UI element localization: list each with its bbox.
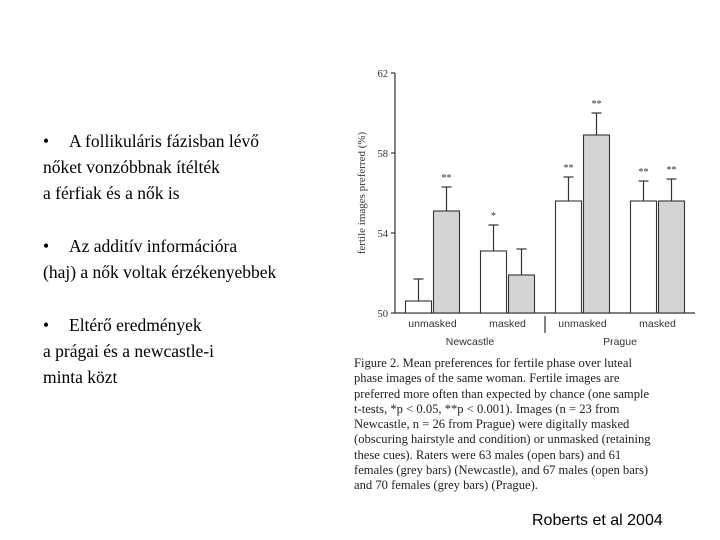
female-bar — [509, 275, 535, 313]
bullet-additive — [43, 233, 343, 285]
bullet-list — [43, 128, 343, 417]
caption-line: preferred more often than expected by chance (one sample — [354, 386, 650, 401]
caption-line: these cues). Raters were 63 males (open bars) and 61 — [354, 447, 622, 462]
significance-label: * — [491, 211, 496, 222]
male-bar — [556, 201, 582, 313]
bullet-line — [43, 312, 343, 338]
y-tick-label: 50 — [377, 309, 388, 320]
bullet-follicular — [43, 128, 343, 206]
caption-line: t-tests, *p < 0.05, **p < 0.001). Images (n = 23 from — [354, 401, 620, 416]
y-tick-label: 54 — [377, 229, 388, 240]
female-bar — [659, 201, 685, 313]
x-tick-label: unmasked — [408, 318, 457, 330]
caption-line: females (grey bars) (Newcastle), and 67 males (open bars) — [354, 463, 649, 478]
group-label: Newcastle — [445, 336, 495, 348]
significance-label: ** — [563, 163, 574, 174]
bullet-text: Az additív információra — [69, 236, 238, 256]
bullet-dot: • — [43, 315, 50, 335]
bullet-line: nőket vonzóbbnak ítélték — [43, 157, 220, 177]
bullet-differences — [43, 312, 343, 390]
male-bar — [481, 251, 507, 313]
bullet-line: a férfiak és a nők is — [43, 183, 180, 203]
caption-line: and 70 females (grey bars) (Prague). — [354, 478, 538, 493]
x-tick-label: masked — [639, 318, 676, 330]
group-label: Prague — [603, 336, 637, 348]
significance-label: ** — [591, 99, 602, 110]
fertility-preference-chart — [350, 55, 700, 355]
male-bar — [406, 301, 432, 313]
bullet-text: A follikuláris fázisban lévő — [69, 131, 260, 151]
bullet-text: Eltérő eredmények — [69, 315, 202, 335]
female-bar — [434, 211, 460, 313]
significance-label: ** — [666, 165, 677, 176]
citation: Roberts et al 2004 — [532, 512, 663, 529]
bullet-line: a prágai és a newcastle-i — [43, 341, 215, 361]
bullet-dot: • — [43, 131, 50, 151]
y-tick-label: 58 — [377, 149, 388, 160]
female-bar — [584, 135, 610, 313]
bullet-line — [43, 128, 343, 154]
x-tick-label: masked — [489, 318, 526, 330]
x-tick-label: unmasked — [558, 318, 607, 330]
bullet-line — [43, 233, 343, 259]
bullet-line: (haj) a nők voltak érzékenyebbek — [43, 262, 277, 282]
male-bar — [631, 201, 657, 313]
bullet-line: minta közt — [43, 367, 118, 387]
caption-line: phase images of the same woman. Fertile images are — [354, 371, 620, 386]
caption-line: Newcastle, n = 26 from Prague) were digitally masked — [354, 417, 630, 432]
figure-caption — [354, 356, 694, 494]
caption-line: (obscuring hairstyle and condition) or unmasked (retaining — [354, 432, 651, 447]
significance-label: ** — [638, 167, 649, 178]
y-axis-label: fertile images preferred (%) — [356, 131, 368, 255]
y-tick-label: 62 — [377, 69, 388, 80]
bullet-dot: • — [43, 236, 50, 256]
significance-label: ** — [441, 173, 452, 184]
caption-line: Figure 2. Mean preferences for fertile phase over luteal — [354, 356, 632, 370]
